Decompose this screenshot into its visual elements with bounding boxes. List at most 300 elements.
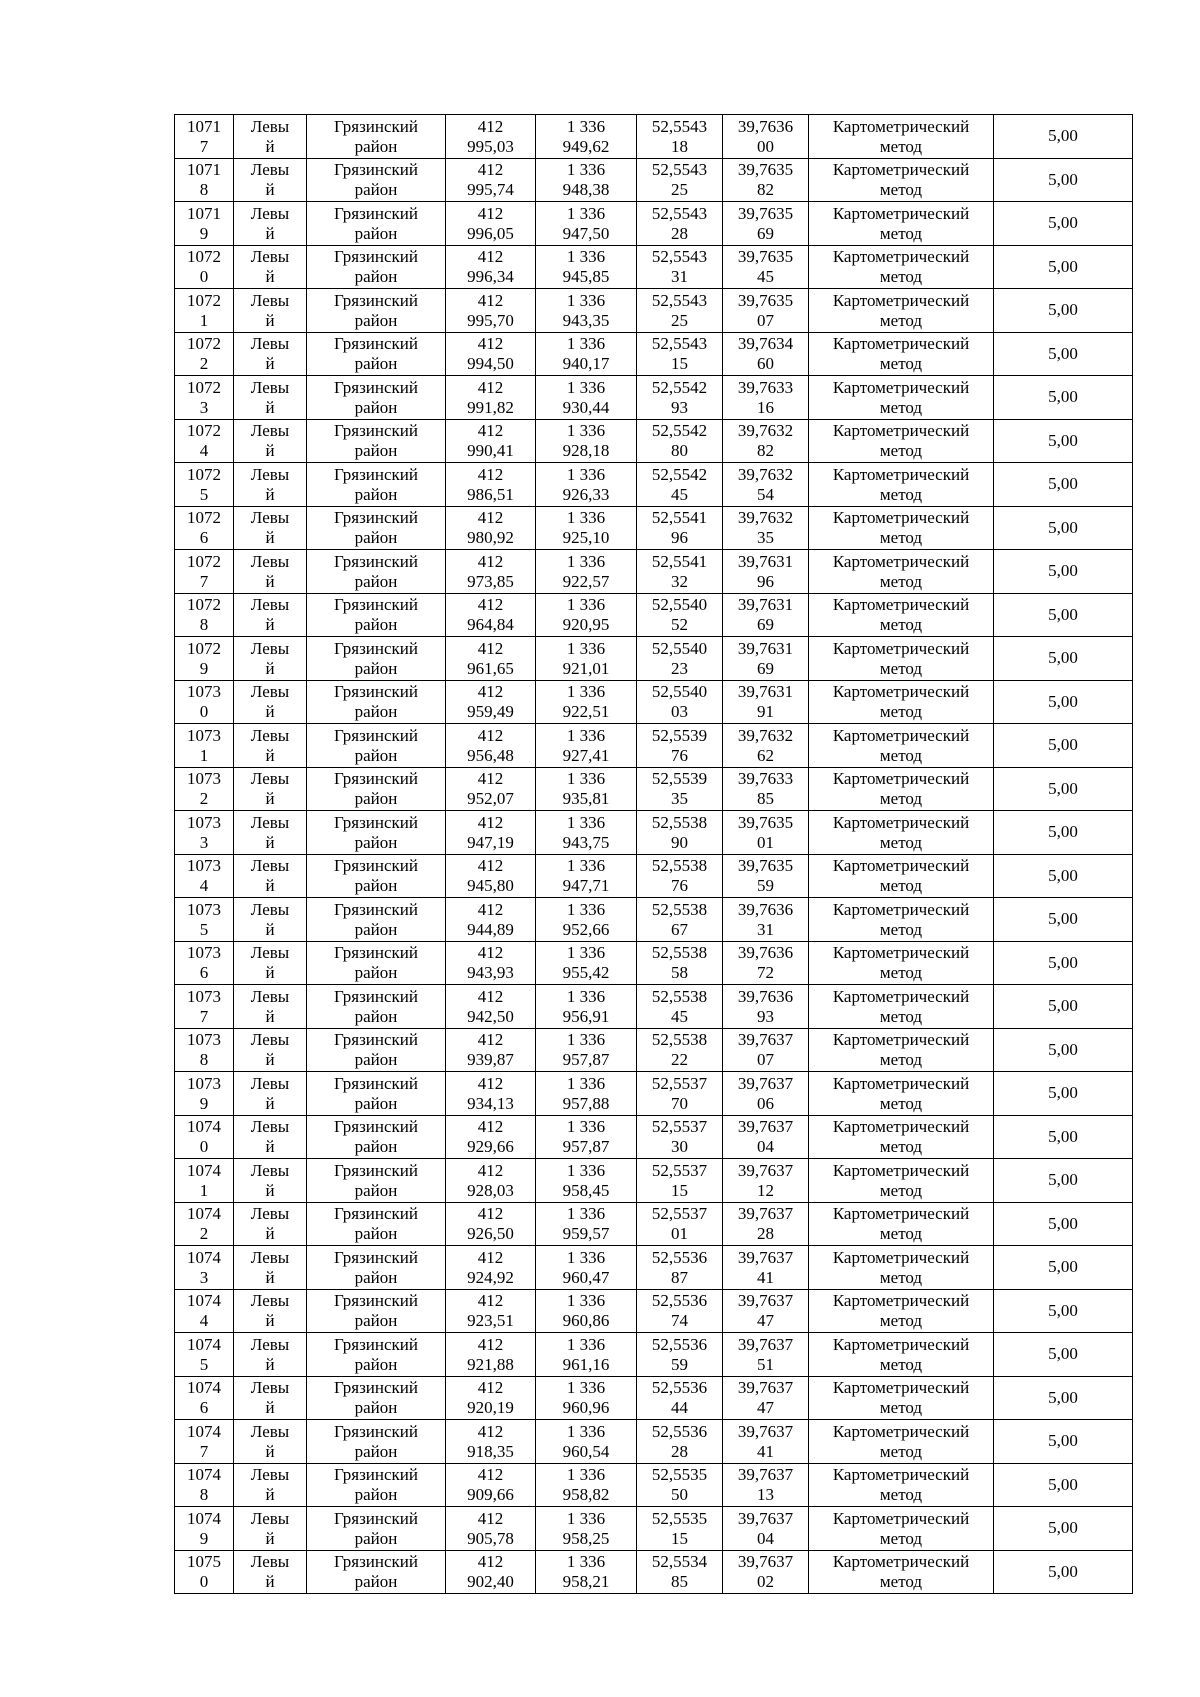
y-coordinate-cell-line: 947,50 xyxy=(562,223,610,243)
point-number-cell-line: 4 xyxy=(199,1311,209,1331)
accuracy-cell: 5,00 xyxy=(994,941,1133,985)
district-cell xyxy=(307,767,446,811)
method-cell-line: Картометрический xyxy=(832,508,970,528)
y-coordinate-cell-line: 1 336 xyxy=(566,856,606,876)
method-cell-line: Картометрический xyxy=(832,1204,970,1224)
district-cell xyxy=(307,680,446,724)
longitude-cell xyxy=(723,376,809,420)
side-cell-line: й xyxy=(265,267,275,287)
side-cell-line: Левы xyxy=(250,464,290,484)
latitude-cell-line: 52,5540 xyxy=(651,638,708,658)
side-cell-line: Левы xyxy=(250,638,290,658)
side-cell-line: Левы xyxy=(250,769,290,789)
longitude-cell-line: 39,7637 xyxy=(737,1160,794,1180)
latitude-cell xyxy=(637,376,723,420)
x-coordinate-cell-line: 909,66 xyxy=(467,1485,514,1505)
y-coordinate-cell-line: 955,42 xyxy=(562,963,610,983)
x-coordinate-cell-line: 412 xyxy=(477,1378,504,1398)
y-coordinate-cell xyxy=(536,1202,637,1246)
point-number-cell-line: 7 xyxy=(199,1006,209,1026)
point-number-cell-line: 1072 xyxy=(187,247,221,267)
x-coordinate-cell-line: 412 xyxy=(477,1073,504,1093)
method-cell-line: метод xyxy=(879,789,923,809)
x-coordinate-cell xyxy=(446,506,536,550)
accuracy-cell: 5,00 xyxy=(994,202,1133,246)
longitude-cell-line: 39,7635 xyxy=(737,812,794,832)
y-coordinate-cell xyxy=(536,985,637,1029)
latitude-cell-line: 70 xyxy=(671,1093,688,1113)
latitude-cell xyxy=(637,1507,723,1551)
latitude-cell-line: 93 xyxy=(671,397,688,417)
x-coordinate-cell-line: 921,88 xyxy=(467,1354,514,1374)
district-cell xyxy=(307,1420,446,1464)
latitude-cell-line: 52,5537 xyxy=(651,1204,708,1224)
method-cell-line: метод xyxy=(879,310,923,330)
side-cell xyxy=(234,811,307,855)
latitude-cell xyxy=(637,1159,723,1203)
y-coordinate-cell-line: 1 336 xyxy=(566,377,606,397)
x-coordinate-cell-line: 412 xyxy=(477,421,504,441)
accuracy-cell: 5,00 xyxy=(994,115,1133,159)
y-coordinate-cell-line: 1 336 xyxy=(566,899,606,919)
y-coordinate-cell-line: 958,21 xyxy=(562,1572,610,1592)
x-coordinate-cell-line: 905,78 xyxy=(467,1528,514,1548)
table-row xyxy=(175,898,1133,942)
y-coordinate-cell-line: 957,88 xyxy=(562,1093,610,1113)
side-cell xyxy=(234,376,307,420)
side-cell-line: й xyxy=(265,571,275,591)
point-number-cell xyxy=(175,1246,234,1290)
latitude-cell xyxy=(637,419,723,463)
point-number-cell-line: 6 xyxy=(199,1398,209,1418)
x-coordinate-cell-line: 945,80 xyxy=(467,876,514,896)
method-cell-line: метод xyxy=(879,528,923,548)
latitude-cell xyxy=(637,115,723,159)
district-cell-line: Грязинский xyxy=(334,856,418,876)
longitude-cell-line: 02 xyxy=(757,1572,774,1592)
table-row xyxy=(175,811,1133,855)
side-cell-line: й xyxy=(265,1485,275,1505)
district-cell-line: район xyxy=(354,1137,398,1157)
method-cell-line: Картометрический xyxy=(832,1334,970,1354)
table-row xyxy=(175,1376,1133,1420)
side-cell-line: й xyxy=(265,1006,275,1026)
y-coordinate-cell-line: 1 336 xyxy=(566,769,606,789)
longitude-cell-line: 39,7635 xyxy=(737,160,794,180)
point-number-cell-line: 1072 xyxy=(187,551,221,571)
longitude-cell-line: 69 xyxy=(757,658,774,678)
y-coordinate-cell-line: 922,51 xyxy=(562,702,610,722)
district-cell xyxy=(307,854,446,898)
accuracy-cell: 5,00 xyxy=(994,1115,1133,1159)
side-cell-line: й xyxy=(265,963,275,983)
method-cell xyxy=(809,680,994,724)
point-number-cell-line: 2 xyxy=(199,789,209,809)
accuracy-cell: 5,00 xyxy=(994,1159,1133,1203)
district-cell-line: район xyxy=(354,528,398,548)
district-cell xyxy=(307,941,446,985)
y-coordinate-cell xyxy=(536,1376,637,1420)
table-row xyxy=(175,550,1133,594)
longitude-cell-line: 01 xyxy=(757,832,774,852)
side-cell xyxy=(234,332,307,376)
method-cell-line: Картометрический xyxy=(832,1160,970,1180)
x-coordinate-cell-line: 990,41 xyxy=(467,441,514,461)
accuracy-cell: 5,00 xyxy=(994,767,1133,811)
latitude-cell-line: 52,5536 xyxy=(651,1378,708,1398)
longitude-cell xyxy=(723,332,809,376)
y-coordinate-cell-line: 960,86 xyxy=(562,1311,610,1331)
method-cell-line: метод xyxy=(879,832,923,852)
longitude-cell-line: 07 xyxy=(757,310,774,330)
method-cell xyxy=(809,1463,994,1507)
latitude-cell-line: 15 xyxy=(671,354,688,374)
latitude-cell-line: 52,5542 xyxy=(651,421,708,441)
district-cell-line: Грязинский xyxy=(334,812,418,832)
y-coordinate-cell xyxy=(536,463,637,507)
point-number-cell-line: 1073 xyxy=(187,856,221,876)
x-coordinate-cell xyxy=(446,637,536,681)
point-number-cell-line: 5 xyxy=(199,919,209,939)
longitude-cell-line: 28 xyxy=(757,1224,774,1244)
latitude-cell xyxy=(637,1072,723,1116)
y-coordinate-cell-line: 1 336 xyxy=(566,551,606,571)
method-cell xyxy=(809,419,994,463)
longitude-cell-line: 39,7632 xyxy=(737,464,794,484)
longitude-cell-line: 39,7634 xyxy=(737,334,794,354)
side-cell xyxy=(234,1507,307,1551)
point-number-cell xyxy=(175,1289,234,1333)
point-number-cell-line: 5 xyxy=(199,1354,209,1374)
latitude-cell-line: 96 xyxy=(671,528,688,548)
point-number-cell xyxy=(175,1376,234,1420)
longitude-cell xyxy=(723,1115,809,1159)
y-coordinate-cell-line: 920,95 xyxy=(562,615,610,635)
y-coordinate-cell-line: 1 336 xyxy=(566,1334,606,1354)
latitude-cell xyxy=(637,1333,723,1377)
district-cell-line: Грязинский xyxy=(334,943,418,963)
method-cell-line: Картометрический xyxy=(832,1030,970,1050)
district-cell-line: Грязинский xyxy=(334,1508,418,1528)
district-cell-line: район xyxy=(354,223,398,243)
district-cell-line: Грязинский xyxy=(334,769,418,789)
method-cell xyxy=(809,289,994,333)
longitude-cell-line: 39,7635 xyxy=(737,203,794,223)
method-cell-line: метод xyxy=(879,963,923,983)
district-cell-line: Грязинский xyxy=(334,551,418,571)
x-coordinate-cell-line: 412 xyxy=(477,334,504,354)
x-coordinate-cell-line: 412 xyxy=(477,682,504,702)
method-cell-line: Картометрический xyxy=(832,638,970,658)
y-coordinate-cell-line: 921,01 xyxy=(562,658,610,678)
latitude-cell-line: 30 xyxy=(671,1137,688,1157)
method-cell xyxy=(809,1507,994,1551)
longitude-cell xyxy=(723,898,809,942)
latitude-cell-line: 52,5536 xyxy=(651,1247,708,1267)
y-coordinate-cell-line: 1 336 xyxy=(566,464,606,484)
longitude-cell xyxy=(723,115,809,159)
x-coordinate-cell-line: 902,40 xyxy=(467,1572,514,1592)
point-number-cell-line: 1075 xyxy=(187,1552,221,1572)
method-cell-line: Картометрический xyxy=(832,1508,970,1528)
side-cell-line: Левы xyxy=(250,1160,290,1180)
latitude-cell-line: 90 xyxy=(671,832,688,852)
y-coordinate-cell-line: 1 336 xyxy=(566,116,606,136)
side-cell-line: Левы xyxy=(250,856,290,876)
side-cell-line: Левы xyxy=(250,1334,290,1354)
latitude-cell-line: 58 xyxy=(671,963,688,983)
side-cell xyxy=(234,898,307,942)
longitude-cell xyxy=(723,593,809,637)
longitude-cell xyxy=(723,202,809,246)
longitude-cell xyxy=(723,158,809,202)
y-coordinate-cell-line: 952,66 xyxy=(562,919,610,939)
point-number-cell-line: 3 xyxy=(199,1267,209,1287)
point-number-cell xyxy=(175,941,234,985)
x-coordinate-cell-line: 996,05 xyxy=(467,223,514,243)
y-coordinate-cell-line: 1 336 xyxy=(566,290,606,310)
point-number-cell-line: 0 xyxy=(199,1137,209,1157)
method-cell xyxy=(809,506,994,550)
table-row xyxy=(175,1463,1133,1507)
side-cell-line: й xyxy=(265,223,275,243)
accuracy-cell: 5,00 xyxy=(994,1072,1133,1116)
district-cell xyxy=(307,898,446,942)
point-number-cell-line: 8 xyxy=(199,615,209,635)
district-cell-line: Грязинский xyxy=(334,1291,418,1311)
point-number-cell-line: 9 xyxy=(199,1528,209,1548)
latitude-cell-line: 52,5538 xyxy=(651,986,708,1006)
latitude-cell xyxy=(637,593,723,637)
point-number-cell-line: 1074 xyxy=(187,1291,221,1311)
longitude-cell-line: 39,7632 xyxy=(737,725,794,745)
longitude-cell xyxy=(723,1420,809,1464)
method-cell xyxy=(809,941,994,985)
point-number-cell xyxy=(175,854,234,898)
x-coordinate-cell-line: 412 xyxy=(477,551,504,571)
side-cell xyxy=(234,202,307,246)
table-row xyxy=(175,1333,1133,1377)
longitude-cell xyxy=(723,985,809,1029)
table-row xyxy=(175,158,1133,202)
x-coordinate-cell xyxy=(446,1420,536,1464)
longitude-cell-line: 39,7637 xyxy=(737,1204,794,1224)
x-coordinate-cell-line: 412 xyxy=(477,1552,504,1572)
latitude-cell-line: 03 xyxy=(671,702,688,722)
x-coordinate-cell-line: 995,03 xyxy=(467,136,514,156)
y-coordinate-cell-line: 1 336 xyxy=(566,1378,606,1398)
longitude-cell-line: 41 xyxy=(757,1441,774,1461)
point-number-cell-line: 1073 xyxy=(187,725,221,745)
latitude-cell xyxy=(637,898,723,942)
longitude-cell-line: 59 xyxy=(757,876,774,896)
district-cell xyxy=(307,1202,446,1246)
latitude-cell-line: 45 xyxy=(671,1006,688,1026)
side-cell xyxy=(234,245,307,289)
x-coordinate-cell xyxy=(446,985,536,1029)
longitude-cell-line: 47 xyxy=(757,1311,774,1331)
latitude-cell-line: 52,5539 xyxy=(651,725,708,745)
side-cell-line: Левы xyxy=(250,812,290,832)
accuracy-cell: 5,00 xyxy=(994,1507,1133,1551)
district-cell-line: район xyxy=(354,1093,398,1113)
y-coordinate-cell-line: 940,17 xyxy=(562,354,610,374)
point-number-cell-line: 1074 xyxy=(187,1508,221,1528)
longitude-cell-line: 93 xyxy=(757,1006,774,1026)
x-coordinate-cell-line: 973,85 xyxy=(467,571,514,591)
x-coordinate-cell-line: 939,87 xyxy=(467,1050,514,1070)
x-coordinate-cell xyxy=(446,245,536,289)
side-cell-line: Левы xyxy=(250,1204,290,1224)
district-cell-line: район xyxy=(354,1398,398,1418)
district-cell-line: район xyxy=(354,484,398,504)
y-coordinate-cell-line: 922,57 xyxy=(562,571,610,591)
district-cell-line: район xyxy=(354,1311,398,1331)
method-cell-line: метод xyxy=(879,1050,923,1070)
point-number-cell xyxy=(175,637,234,681)
y-coordinate-cell-line: 960,96 xyxy=(562,1398,610,1418)
side-cell xyxy=(234,1333,307,1377)
side-cell-line: Левы xyxy=(250,377,290,397)
longitude-cell xyxy=(723,419,809,463)
district-cell xyxy=(307,1507,446,1551)
point-number-cell xyxy=(175,158,234,202)
side-cell xyxy=(234,506,307,550)
district-cell xyxy=(307,1333,446,1377)
latitude-cell-line: 52 xyxy=(671,615,688,635)
y-coordinate-cell-line: 928,18 xyxy=(562,441,610,461)
district-cell xyxy=(307,332,446,376)
district-cell-line: Грязинский xyxy=(334,1378,418,1398)
point-number-cell xyxy=(175,811,234,855)
latitude-cell xyxy=(637,1202,723,1246)
side-cell xyxy=(234,941,307,985)
x-coordinate-cell-line: 412 xyxy=(477,1465,504,1485)
point-number-cell-line: 1072 xyxy=(187,595,221,615)
method-cell xyxy=(809,1333,994,1377)
method-cell-line: метод xyxy=(879,615,923,635)
latitude-cell xyxy=(637,1028,723,1072)
method-cell xyxy=(809,1202,994,1246)
longitude-cell-line: 39,7637 xyxy=(737,1073,794,1093)
district-cell-line: Грязинский xyxy=(334,334,418,354)
method-cell-line: метод xyxy=(879,267,923,287)
y-coordinate-cell xyxy=(536,1550,637,1594)
table-row xyxy=(175,680,1133,724)
table-row xyxy=(175,1550,1133,1594)
longitude-cell xyxy=(723,854,809,898)
district-cell-line: Грязинский xyxy=(334,377,418,397)
longitude-cell xyxy=(723,245,809,289)
x-coordinate-cell-line: 412 xyxy=(477,725,504,745)
x-coordinate-cell-line: 412 xyxy=(477,1334,504,1354)
side-cell-line: й xyxy=(265,1137,275,1157)
table-row xyxy=(175,463,1133,507)
x-coordinate-cell-line: 412 xyxy=(477,508,504,528)
longitude-cell-line: 39,7637 xyxy=(737,1378,794,1398)
district-cell-line: Грязинский xyxy=(334,1117,418,1137)
accuracy-cell: 5,00 xyxy=(994,1376,1133,1420)
latitude-cell xyxy=(637,637,723,681)
district-cell xyxy=(307,506,446,550)
side-cell xyxy=(234,680,307,724)
longitude-cell-line: 39,7637 xyxy=(737,1552,794,1572)
accuracy-cell: 5,00 xyxy=(994,158,1133,202)
longitude-cell-line: 82 xyxy=(757,441,774,461)
x-coordinate-cell-line: 918,35 xyxy=(467,1441,514,1461)
x-coordinate-cell-line: 412 xyxy=(477,203,504,223)
x-coordinate-cell-line: 956,48 xyxy=(467,745,514,765)
x-coordinate-cell-line: 412 xyxy=(477,290,504,310)
district-cell-line: район xyxy=(354,1006,398,1026)
district-cell-line: Грязинский xyxy=(334,1160,418,1180)
district-cell xyxy=(307,1376,446,1420)
side-cell-line: й xyxy=(265,1441,275,1461)
side-cell-line: й xyxy=(265,310,275,330)
point-number-cell-line: 1073 xyxy=(187,1030,221,1050)
y-coordinate-cell-line: 1 336 xyxy=(566,1552,606,1572)
point-number-cell-line: 9 xyxy=(199,658,209,678)
method-cell-line: метод xyxy=(879,180,923,200)
point-number-cell-line: 8 xyxy=(199,1485,209,1505)
district-cell xyxy=(307,1072,446,1116)
method-cell-line: метод xyxy=(879,571,923,591)
accuracy-cell: 5,00 xyxy=(994,680,1133,724)
x-coordinate-cell-line: 995,74 xyxy=(467,180,514,200)
y-coordinate-cell-line: 960,47 xyxy=(562,1267,610,1287)
district-cell-line: район xyxy=(354,876,398,896)
point-number-cell-line: 1073 xyxy=(187,769,221,789)
table-row xyxy=(175,724,1133,768)
side-cell xyxy=(234,1463,307,1507)
point-number-cell-line: 7 xyxy=(199,136,209,156)
x-coordinate-cell xyxy=(446,854,536,898)
latitude-cell xyxy=(637,202,723,246)
district-cell-line: Грязинский xyxy=(334,290,418,310)
y-coordinate-cell-line: 956,91 xyxy=(562,1006,610,1026)
y-coordinate-cell-line: 945,85 xyxy=(562,267,610,287)
longitude-cell-line: 85 xyxy=(757,789,774,809)
method-cell xyxy=(809,1420,994,1464)
latitude-cell xyxy=(637,724,723,768)
side-cell-line: й xyxy=(265,484,275,504)
method-cell-line: метод xyxy=(879,745,923,765)
latitude-cell-line: 76 xyxy=(671,876,688,896)
method-cell xyxy=(809,463,994,507)
y-coordinate-cell-line: 1 336 xyxy=(566,1247,606,1267)
method-cell-line: Картометрический xyxy=(832,551,970,571)
latitude-cell xyxy=(637,463,723,507)
side-cell-line: Левы xyxy=(250,334,290,354)
method-cell xyxy=(809,898,994,942)
x-coordinate-cell-line: 412 xyxy=(477,377,504,397)
method-cell xyxy=(809,158,994,202)
table-row xyxy=(175,1115,1133,1159)
table-row xyxy=(175,245,1133,289)
point-number-cell-line: 1073 xyxy=(187,1073,221,1093)
y-coordinate-cell-line: 961,16 xyxy=(562,1354,610,1374)
point-number-cell xyxy=(175,898,234,942)
longitude-cell-line: 39,7636 xyxy=(737,943,794,963)
y-coordinate-cell-line: 943,75 xyxy=(562,832,610,852)
side-cell-line: й xyxy=(265,832,275,852)
latitude-cell xyxy=(637,1420,723,1464)
x-coordinate-cell-line: 928,03 xyxy=(467,1180,514,1200)
x-coordinate-cell-line: 412 xyxy=(477,247,504,267)
x-coordinate-cell-line: 412 xyxy=(477,160,504,180)
side-cell-line: й xyxy=(265,745,275,765)
x-coordinate-cell-line: 412 xyxy=(477,899,504,919)
